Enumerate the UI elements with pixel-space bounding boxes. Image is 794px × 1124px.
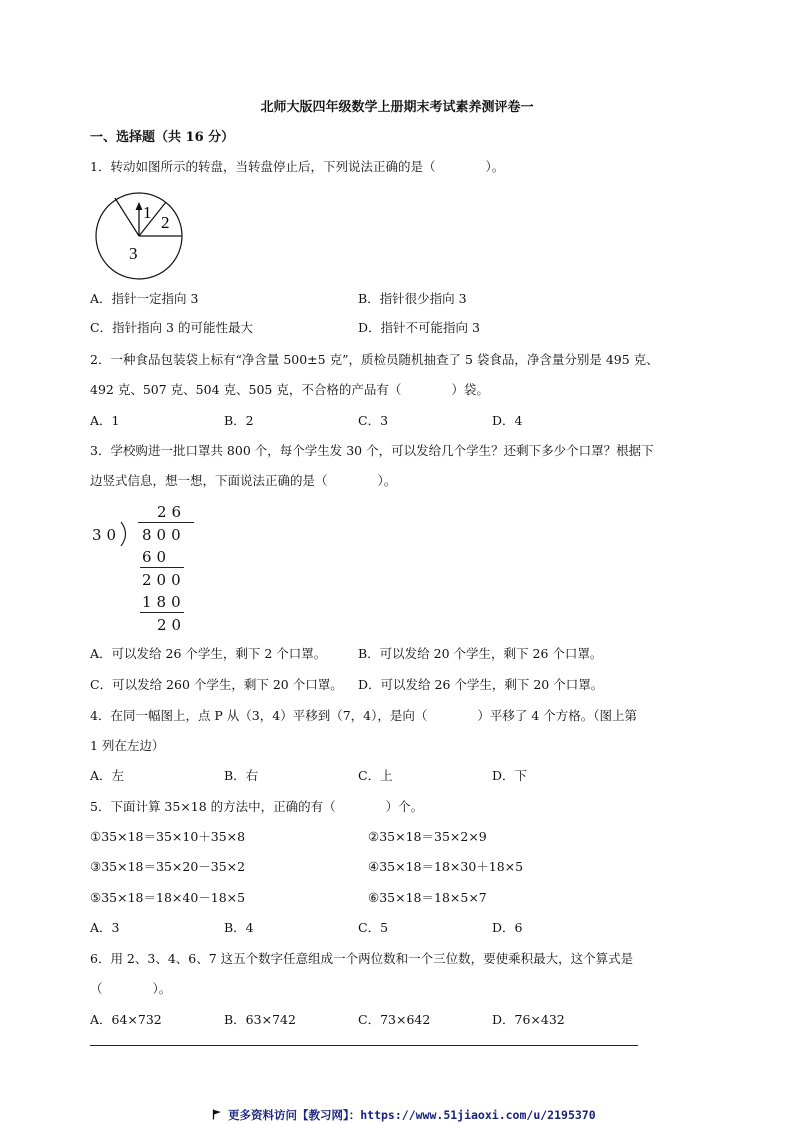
footer-divider xyxy=(90,1045,638,1046)
page-title: 北师大版四年级数学上册期末考试素养测评卷一 xyxy=(260,100,534,115)
spinner-diagram xyxy=(88,190,188,282)
q4-option-c: C．上 xyxy=(358,768,393,783)
q1-option-a: A．指针一定指向 3 xyxy=(90,291,199,306)
division-divisor: 30 xyxy=(92,526,122,544)
q6-option-c: C．73×642 xyxy=(358,1012,431,1027)
question-2-line1: 2．一种食品包装袋上标有“净含量 500±5 克”，质检员随机抽查了 5 袋食品，净含量分别是 495 克、 xyxy=(90,352,659,367)
q3-option-d: D．可以发给 26 个学生，剩下 20 个口罩。 xyxy=(358,677,604,692)
spinner-label-2: 2 xyxy=(161,213,170,232)
question-3-line2: 边竖式信息，想一想，下面说法正确的是（ ）。 xyxy=(90,473,397,488)
question-4-line1: 4．在同一幅图上，点 P 从（3，4）平移到（7，4），是向（ ）平移了 4 个方格。（图上第 xyxy=(90,708,638,723)
q1-option-d: D．指针不可能指向 3 xyxy=(358,320,480,335)
division-dividend: 800 xyxy=(142,526,186,544)
q5-method-1: ①35×18＝35×10＋35×8 xyxy=(90,829,246,844)
division-rule-2 xyxy=(140,612,184,613)
q5-option-b: B．4 xyxy=(224,920,254,935)
q3-option-a: A．可以发给 26 个学生，剩下 2 个口罩。 xyxy=(90,646,327,661)
q4-option-d: D．下 xyxy=(492,768,528,783)
q5-method-4: ④35×18＝18×30＋18×5 xyxy=(368,859,524,874)
division-quotient: 26 xyxy=(157,503,187,521)
q6-option-a: A．64×732 xyxy=(90,1012,162,1027)
footer-link[interactable]: 更多资料访问【教习网】：https://www.51jiaoxi.com/u/2195370 xyxy=(227,1108,596,1122)
q5-option-c: C．5 xyxy=(358,920,389,935)
q4-option-b: B．右 xyxy=(224,768,259,783)
question-6-line1: 6．用 2、3、4、6、7 这五个数字任意组成一个两位数和一个三位数，要使乘积最大，这个算式是 xyxy=(90,951,634,966)
q6-option-b: B．63×742 xyxy=(224,1012,296,1027)
footer xyxy=(212,1107,596,1123)
division-rule-1 xyxy=(140,567,184,568)
question-2-line2: 492 克、507 克、504 克、505 克，不合格的产品有（ ）袋。 xyxy=(90,382,489,397)
question-6-line2: （ ）。 xyxy=(90,981,172,996)
division-remainder: 20 xyxy=(157,616,187,634)
q4-option-a: A．左 xyxy=(90,768,125,783)
section-heading: 一、选择题（共 16 分） xyxy=(90,130,235,145)
division-bar xyxy=(138,522,194,523)
q1-option-b: B．指针很少指向 3 xyxy=(358,291,467,306)
q5-option-d: D．6 xyxy=(492,920,523,935)
q3-option-c: C．可以发给 260 个学生，剩下 20 个口罩。 xyxy=(90,677,343,692)
flag-icon xyxy=(212,1109,222,1120)
q5-method-6: ⑥35×18＝18×5×7 xyxy=(368,890,487,905)
question-1-text: 1．转动如图所示的转盘，当转盘停止后，下列说法正确的是（ ）。 xyxy=(90,159,505,174)
q5-method-2: ②35×18＝35×2×9 xyxy=(368,829,487,844)
question-3-line1: 3．学校购进一批口罩共 800 个，每个学生发 30 个，可以发给几个学生？还剩下多少个口罩？根据下 xyxy=(90,443,654,458)
q2-option-b: B．2 xyxy=(224,413,254,428)
q2-option-a: A．1 xyxy=(90,413,120,428)
division-step2: 200 xyxy=(142,571,186,589)
q5-method-5: ⑤35×18＝18×40－18×5 xyxy=(90,890,246,905)
question-4-line2: 1 列在左边） xyxy=(90,738,165,753)
q1-option-c: C．指针指向 3 的可能性最大 xyxy=(90,320,253,335)
division-bracket xyxy=(118,521,132,547)
division-step3: 180 xyxy=(142,593,186,611)
q5-method-3: ③35×18＝35×20－35×2 xyxy=(90,859,246,874)
division-step1: 60 xyxy=(142,548,172,566)
question-5-text: 5．下面计算 35×18 的方法中，正确的有（ ）个。 xyxy=(90,799,424,814)
q6-option-d: D．76×432 xyxy=(492,1012,565,1027)
q5-option-a: A．3 xyxy=(90,920,120,935)
q2-option-c: C．3 xyxy=(358,413,389,428)
spinner-label-1: 1 xyxy=(143,203,152,222)
q3-option-b: B．可以发给 20 个学生，剩下 26 个口罩。 xyxy=(358,646,603,661)
q2-option-d: D．4 xyxy=(492,413,523,428)
spinner-label-3: 3 xyxy=(129,244,138,263)
